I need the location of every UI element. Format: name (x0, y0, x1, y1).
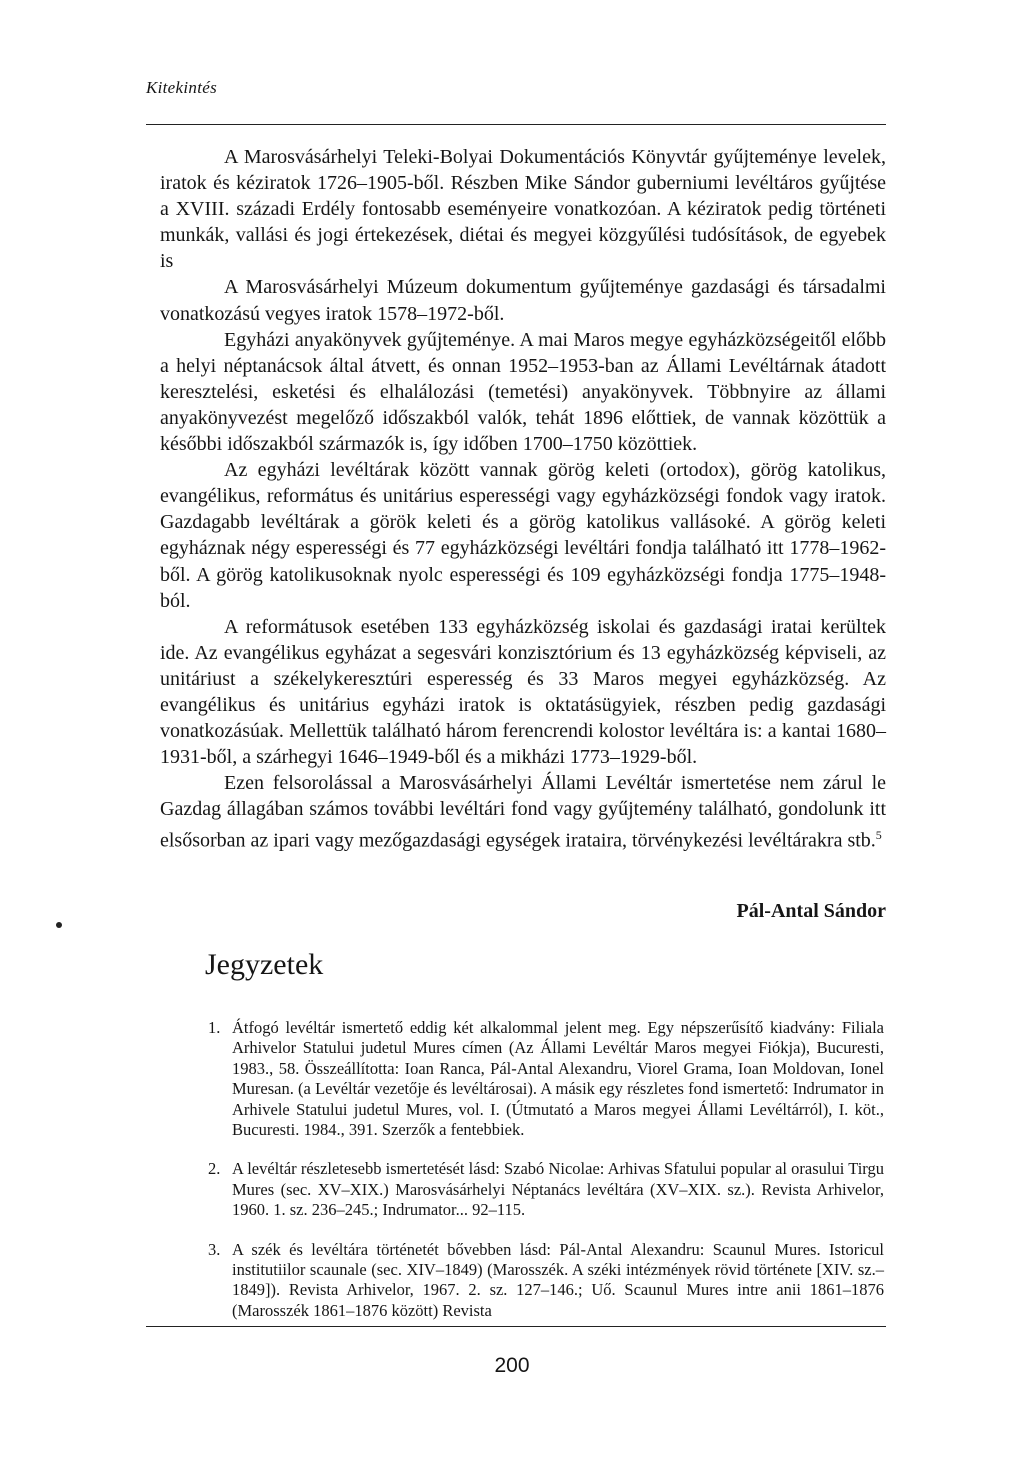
note-text: Átfogó levéltár ismertető eddig két alkalommal jelent meg. Egy népszerűsítő kiadvány: Filiala Arhivelor Statului judetul Mures címen (Az Állami Levéltár Maros megyei Fiókja), Bucuresti, 1983., 58. Összeállította: Ioan Ranca, Pál-Antal Alexandru, Viorel Grama, Ioan Moldovan, Ionel Muresan. (a Levéltár vezetője és levéltárosai). A másik egy részletes fond ismertető: Indrumator in Arhivele Statului judetul Mures, vol. I. (Útmutató a Maros megyei Állami Levéltárról), I. köt., Bucuresti. 1984., 391. Szerzők a fentebbiek. (232, 1018, 884, 1140)
paragraph: A Marosvásárhelyi Múzeum dokumentum gyűjteménye gazdasági és társadalmi vonatkozású vegyes iratok 1578–1972-ből. (160, 276, 886, 325)
paragraph: Egyházi anyakönyvek gyűjteménye. A mai Maros megye egyházközségeitől előbb a helyi néptanácsok által átvett, és onnan 1952–1953-ban az Állami Levéltárnak átadott keresztelési, esketési és elhalálozási (temetési) anyakönyvek. Többnyire az állami anyakönyvezést megelőző időszakból valók, tehát 1896 előttiek, de vannak közöttük a későbbi időszakból származók is, így időben 1700–1750 közöttiek. (160, 328, 886, 456)
footer-divider (146, 1326, 886, 1327)
running-header: Kitekintés (146, 78, 217, 97)
note-number: 2. (208, 1159, 221, 1179)
note-text: A szék és levéltára történetét bővebben lásd: Pál-Antal Alexandru: Scaunul Mures. Istoricul institutiilor scaunale (sec. XIV–1849) (Marosszék. A széki intézmények rövid története [XIV. sz.–1849]). Revista Arhivelor, 1967. 2. sz. 127–146.; Uő. Scaunul Mures intre anii 1861–1876 (Marosszék 1861–1876 között) Revista (232, 1239, 884, 1320)
note-number: 1. (208, 1018, 221, 1037)
paragraph: A reformátusok esetében 133 egyházközség iskolai és gazdasági iratai kerültek ide. Az evangélikus egyházat a segesvári konzisztórium és 13 egyházközség képviseli, az unitáriust a székelykeresztúri esperesség és 33 Maros megyei egyházközség. Az evangélikus és unitárius egyházi iratok is oktatásügyiek, részben pedig gazdasági vonatkozásúak. Mellettük található három ferencrendi kolostor levéltára is: a kantai 1680–1931-ből, a szárhegyi 1646–1949-ből és a mikházi 1773–1929-ből. (160, 615, 886, 769)
notes-list (208, 1018, 884, 1340)
note-item (208, 1240, 884, 1322)
note-item (208, 1159, 884, 1220)
footnote-ref: 5 (875, 828, 882, 843)
header-divider (146, 124, 886, 125)
page-number: 200 (494, 1354, 530, 1377)
body-text (160, 144, 886, 854)
paragraph: A Marosvásárhelyi Teleki-Bolyai Dokumentációs Könyvtár gyűjteménye levelek, iratok és kéziratok 1726–1905-ből. Részben Mike Sándor guberniumi levéltáros gyűjtése a XVIII. századi Erdély fontosabb eseményeire vonatkozóan. A kéziratok pedig történeti munkák, vallási és jogi értekezések, diétai és megyei közgyűlési tudósítások, de egyebek is (160, 146, 886, 273)
paragraph-text: Ezen felsorolással a Marosvásárhelyi Állami Levéltár ismertetése nem zárul le Gazdag állagában számos további levéltári fond vagy gyűjtemény található, gondolunk itt elsősorban az ipari vagy mezőgazdasági egységek irataira, törvénykezési levéltárakra stb. (160, 772, 886, 853)
notes-title: Jegyzetek (205, 948, 324, 981)
author-signature: Pál-Antal Sándor (736, 900, 886, 922)
note-number: 3. (208, 1239, 221, 1259)
margin-dot (56, 922, 62, 928)
note-item (208, 1018, 884, 1140)
paragraph (160, 770, 886, 854)
note-text: A levéltár részletesebb ismertetését lásd: Szabó Nicolae: Arhivas Sfatului popular al orasului Tirgu Mures (sec. XV–XIX.) Marosvásárhelyi Néptanács levéltára (XV–XIX. sz.). Revista Arhivelor, 1960. 1. sz. 236–245.; Indrumator... 92–115. (232, 1159, 884, 1220)
paragraph: Az egyházi levéltárak között vannak görög keleti (ortodox), görög katolikus, evangélikus, református és unitárius esperességi vagy egyházközségi fondok vagy iratok. Gazdagabb levéltárak a görök keleti és a görög katolikus vallásoké. A görög keleti egyháznak négy esperességi és 77 egyházközségi levéltári fondja található itt 1778–1962-ből. A görög katolikusoknak nyolc esperességi és 109 egyházközségi fondja 1775–1948-ból. (160, 459, 886, 612)
